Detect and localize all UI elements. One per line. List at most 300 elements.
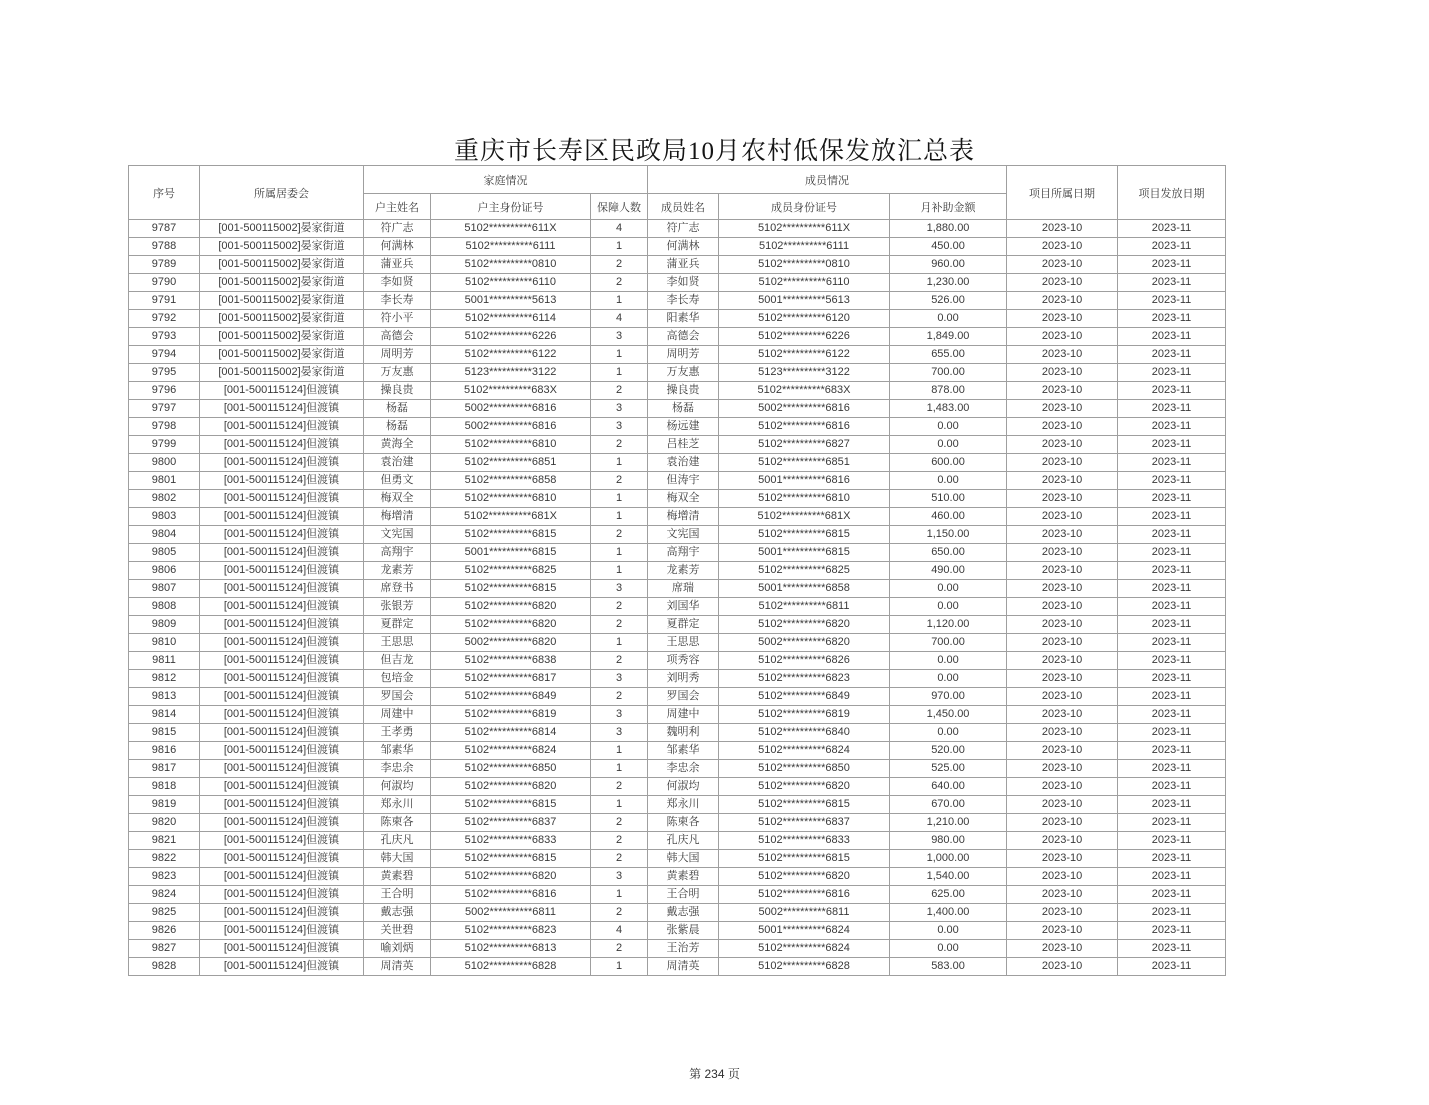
cell-head-name: 戴志强 (364, 904, 431, 922)
cell-member-name: 王思思 (648, 634, 719, 652)
cell-belong-date: 2023-10 (1007, 814, 1118, 832)
cell-head-id: 5002**********6811 (431, 904, 591, 922)
cell-no: 9821 (129, 832, 200, 850)
cell-issue-date: 2023-11 (1118, 436, 1226, 454)
cell-member-name: 韩大国 (648, 850, 719, 868)
cell-no: 9788 (129, 238, 200, 256)
table-row (129, 580, 1226, 598)
cell-member-id: 5102**********0810 (719, 256, 890, 274)
cell-member-id: 5102**********6840 (719, 724, 890, 742)
cell-amount: 0.00 (890, 472, 1007, 490)
cell-count: 2 (591, 688, 648, 706)
cell-head-name: 杨磊 (364, 400, 431, 418)
cell-head-name: 周清英 (364, 958, 431, 976)
cell-member-id: 5102**********6824 (719, 742, 890, 760)
cell-member-id: 5102**********681X (719, 508, 890, 526)
cell-committee: [001-500115124]但渡镇 (200, 940, 364, 958)
cell-amount: 490.00 (890, 562, 1007, 580)
table-row (129, 490, 1226, 508)
cell-committee: [001-500115124]但渡镇 (200, 832, 364, 850)
cell-no: 9807 (129, 580, 200, 598)
cell-head-id: 5102**********6851 (431, 454, 591, 472)
cell-member-name: 何淑均 (648, 778, 719, 796)
cell-member-id: 5102**********6811 (719, 598, 890, 616)
cell-head-id: 5102**********6226 (431, 328, 591, 346)
cell-committee: [001-500115124]但渡镇 (200, 382, 364, 400)
cell-head-id: 5102**********6814 (431, 724, 591, 742)
cell-amount: 1,540.00 (890, 868, 1007, 886)
cell-committee: [001-500115124]但渡镇 (200, 796, 364, 814)
cell-member-id: 5102**********6825 (719, 562, 890, 580)
cell-member-id: 5102**********6110 (719, 274, 890, 292)
cell-head-name: 文宪国 (364, 526, 431, 544)
table-row (129, 616, 1226, 634)
cell-belong-date: 2023-10 (1007, 904, 1118, 922)
cell-member-id: 5001**********6858 (719, 580, 890, 598)
cell-head-name: 包培金 (364, 670, 431, 688)
table-row (129, 562, 1226, 580)
cell-committee: [001-500115124]但渡镇 (200, 544, 364, 562)
cell-count: 2 (591, 274, 648, 292)
cell-belong-date: 2023-10 (1007, 634, 1118, 652)
cell-head-id: 5102**********6838 (431, 652, 591, 670)
cell-committee: [001-500115124]但渡镇 (200, 850, 364, 868)
cell-committee: [001-500115124]但渡镇 (200, 760, 364, 778)
table-row (129, 634, 1226, 652)
cell-belong-date: 2023-10 (1007, 418, 1118, 436)
cell-member-name: 孔庆凡 (648, 832, 719, 850)
cell-no: 9818 (129, 778, 200, 796)
cell-member-name: 蒲亚兵 (648, 256, 719, 274)
cell-issue-date: 2023-11 (1118, 364, 1226, 382)
cell-head-id: 5102**********6111 (431, 238, 591, 256)
cell-committee: [001-500115124]但渡镇 (200, 814, 364, 832)
cell-count: 1 (591, 544, 648, 562)
cell-committee: [001-500115124]但渡镇 (200, 562, 364, 580)
table-row (129, 274, 1226, 292)
cell-member-id: 5102**********6111 (719, 238, 890, 256)
cell-count: 2 (591, 472, 648, 490)
cell-no: 9825 (129, 904, 200, 922)
cell-head-name: 符广志 (364, 220, 431, 238)
cell-issue-date: 2023-11 (1118, 616, 1226, 634)
cell-belong-date: 2023-10 (1007, 508, 1118, 526)
table-row (129, 346, 1226, 364)
cell-amount: 700.00 (890, 364, 1007, 382)
cell-issue-date: 2023-11 (1118, 886, 1226, 904)
cell-no: 9805 (129, 544, 200, 562)
col-header-issue-date: 项目发放日期 (1118, 166, 1226, 220)
cell-count: 1 (591, 634, 648, 652)
cell-amount: 600.00 (890, 454, 1007, 472)
cell-head-id: 5001**********5613 (431, 292, 591, 310)
table-row (129, 364, 1226, 382)
cell-no: 9811 (129, 652, 200, 670)
cell-head-id: 5102**********6122 (431, 346, 591, 364)
cell-member-name: 龙素芳 (648, 562, 719, 580)
cell-issue-date: 2023-11 (1118, 400, 1226, 418)
cell-member-id: 5002**********6811 (719, 904, 890, 922)
table-row (129, 382, 1226, 400)
cell-amount: 450.00 (890, 238, 1007, 256)
cell-amount: 526.00 (890, 292, 1007, 310)
cell-issue-date: 2023-11 (1118, 706, 1226, 724)
cell-no: 9806 (129, 562, 200, 580)
cell-committee: [001-500115124]但渡镇 (200, 472, 364, 490)
table-row (129, 814, 1226, 832)
cell-issue-date: 2023-11 (1118, 454, 1226, 472)
cell-belong-date: 2023-10 (1007, 472, 1118, 490)
cell-member-id: 5102**********683X (719, 382, 890, 400)
cell-belong-date: 2023-10 (1007, 310, 1118, 328)
cell-head-name: 何淑均 (364, 778, 431, 796)
cell-no: 9820 (129, 814, 200, 832)
cell-committee: [001-500115002]晏家街道 (200, 364, 364, 382)
cell-member-id: 5102**********6816 (719, 886, 890, 904)
cell-count: 2 (591, 832, 648, 850)
cell-member-id: 5102**********6849 (719, 688, 890, 706)
cell-belong-date: 2023-10 (1007, 238, 1118, 256)
cell-issue-date: 2023-11 (1118, 814, 1226, 832)
cell-member-id: 5102**********6827 (719, 436, 890, 454)
table-row (129, 958, 1226, 976)
cell-belong-date: 2023-10 (1007, 832, 1118, 850)
cell-belong-date: 2023-10 (1007, 562, 1118, 580)
cell-belong-date: 2023-10 (1007, 256, 1118, 274)
cell-belong-date: 2023-10 (1007, 850, 1118, 868)
cell-head-name: 张银芳 (364, 598, 431, 616)
cell-committee: [001-500115124]但渡镇 (200, 508, 364, 526)
cell-member-name: 何满林 (648, 238, 719, 256)
table-row (129, 418, 1226, 436)
cell-committee: [001-500115124]但渡镇 (200, 778, 364, 796)
cell-committee: [001-500115124]但渡镇 (200, 634, 364, 652)
cell-belong-date: 2023-10 (1007, 652, 1118, 670)
cell-member-name: 项秀容 (648, 652, 719, 670)
cell-committee: [001-500115124]但渡镇 (200, 598, 364, 616)
cell-no: 9814 (129, 706, 200, 724)
cell-head-id: 5102**********6823 (431, 922, 591, 940)
cell-amount: 1,483.00 (890, 400, 1007, 418)
cell-member-name: 周清英 (648, 958, 719, 976)
page-title: 重庆市长寿区民政局10月农村低保发放汇总表 (453, 138, 975, 165)
cell-head-id: 5102**********6828 (431, 958, 591, 976)
cell-issue-date: 2023-11 (1118, 328, 1226, 346)
cell-belong-date: 2023-10 (1007, 616, 1118, 634)
cell-amount: 525.00 (890, 760, 1007, 778)
cell-head-name: 李长寿 (364, 292, 431, 310)
cell-member-name: 袁治建 (648, 454, 719, 472)
cell-count: 2 (591, 436, 648, 454)
cell-committee: [001-500115124]但渡镇 (200, 688, 364, 706)
cell-member-id: 5102**********6851 (719, 454, 890, 472)
cell-member-id: 5001**********6815 (719, 544, 890, 562)
cell-member-name: 高翔宇 (648, 544, 719, 562)
cell-head-id: 5102**********6817 (431, 670, 591, 688)
cell-issue-date: 2023-11 (1118, 274, 1226, 292)
table-row (129, 940, 1226, 958)
cell-member-name: 夏群定 (648, 616, 719, 634)
cell-amount: 1,000.00 (890, 850, 1007, 868)
table-row (129, 670, 1226, 688)
cell-head-name: 袁治建 (364, 454, 431, 472)
cell-member-id: 5102**********6120 (719, 310, 890, 328)
cell-belong-date: 2023-10 (1007, 580, 1118, 598)
cell-committee: [001-500115002]晏家街道 (200, 328, 364, 346)
cell-no: 9815 (129, 724, 200, 742)
table-row (129, 256, 1226, 274)
cell-head-name: 蒲亚兵 (364, 256, 431, 274)
cell-issue-date: 2023-11 (1118, 490, 1226, 508)
cell-head-name: 郑永川 (364, 796, 431, 814)
cell-head-name: 但吉龙 (364, 652, 431, 670)
table-row (129, 742, 1226, 760)
table-row (129, 886, 1226, 904)
cell-member-id: 5102**********6850 (719, 760, 890, 778)
cell-count: 1 (591, 562, 648, 580)
cell-no: 9790 (129, 274, 200, 292)
cell-count: 2 (591, 778, 648, 796)
cell-issue-date: 2023-11 (1118, 634, 1226, 652)
cell-member-name: 操良贵 (648, 382, 719, 400)
cell-member-id: 5102**********6816 (719, 418, 890, 436)
cell-no: 9804 (129, 526, 200, 544)
cell-member-id: 5102**********6815 (719, 850, 890, 868)
cell-member-name: 杨远建 (648, 418, 719, 436)
cell-head-id: 5102**********6815 (431, 526, 591, 544)
cell-amount: 700.00 (890, 634, 1007, 652)
cell-head-name: 关世碧 (364, 922, 431, 940)
cell-amount: 625.00 (890, 886, 1007, 904)
cell-belong-date: 2023-10 (1007, 886, 1118, 904)
cell-amount: 1,150.00 (890, 526, 1007, 544)
cell-count: 2 (591, 598, 648, 616)
cell-count: 2 (591, 814, 648, 832)
cell-belong-date: 2023-10 (1007, 706, 1118, 724)
cell-member-id: 5001**********5613 (719, 292, 890, 310)
cell-no: 9794 (129, 346, 200, 364)
cell-head-name: 但勇文 (364, 472, 431, 490)
cell-committee: [001-500115124]但渡镇 (200, 922, 364, 940)
cell-no: 9826 (129, 922, 200, 940)
cell-count: 3 (591, 580, 648, 598)
cell-count: 3 (591, 670, 648, 688)
cell-amount: 1,400.00 (890, 904, 1007, 922)
cell-count: 1 (591, 346, 648, 364)
table-row (129, 508, 1226, 526)
cell-issue-date: 2023-11 (1118, 562, 1226, 580)
cell-issue-date: 2023-11 (1118, 832, 1226, 850)
cell-member-id: 5102**********6828 (719, 958, 890, 976)
cell-committee: [001-500115124]但渡镇 (200, 868, 364, 886)
table-row (129, 310, 1226, 328)
cell-head-id: 5102**********6815 (431, 796, 591, 814)
cell-amount: 460.00 (890, 508, 1007, 526)
cell-amount: 1,230.00 (890, 274, 1007, 292)
cell-no: 9822 (129, 850, 200, 868)
cell-count: 2 (591, 616, 648, 634)
cell-head-id: 5102**********6110 (431, 274, 591, 292)
cell-member-id: 5102**********6837 (719, 814, 890, 832)
cell-no: 9789 (129, 256, 200, 274)
cell-amount: 960.00 (890, 256, 1007, 274)
cell-committee: [001-500115124]但渡镇 (200, 490, 364, 508)
col-header-committee: 所属居委会 (200, 166, 364, 220)
table-row (129, 238, 1226, 256)
cell-member-name: 周建中 (648, 706, 719, 724)
cell-amount: 510.00 (890, 490, 1007, 508)
cell-amount: 0.00 (890, 310, 1007, 328)
cell-count: 3 (591, 328, 648, 346)
cell-belong-date: 2023-10 (1007, 274, 1118, 292)
table-row (129, 652, 1226, 670)
cell-member-name: 魏明利 (648, 724, 719, 742)
cell-member-name: 李忠余 (648, 760, 719, 778)
cell-member-name: 符广志 (648, 220, 719, 238)
cell-member-name: 刘国华 (648, 598, 719, 616)
col-group-member: 成员情况 (648, 166, 1007, 194)
cell-no: 9816 (129, 742, 200, 760)
col-header-amount: 月补助金额 (890, 194, 1007, 220)
table-row (129, 922, 1226, 940)
cell-committee: [001-500115124]但渡镇 (200, 670, 364, 688)
cell-member-name: 王治芳 (648, 940, 719, 958)
cell-member-name: 刘明秀 (648, 670, 719, 688)
cell-member-id: 5102**********6820 (719, 778, 890, 796)
cell-member-name: 梅增清 (648, 508, 719, 526)
cell-head-id: 5102**********6114 (431, 310, 591, 328)
cell-head-name: 梅增清 (364, 508, 431, 526)
cell-belong-date: 2023-10 (1007, 490, 1118, 508)
cell-belong-date: 2023-10 (1007, 526, 1118, 544)
cell-head-name: 操良贵 (364, 382, 431, 400)
cell-head-id: 5102**********6825 (431, 562, 591, 580)
table-row (129, 850, 1226, 868)
table-row (129, 400, 1226, 418)
cell-belong-date: 2023-10 (1007, 670, 1118, 688)
cell-head-name: 周明芳 (364, 346, 431, 364)
cell-amount: 0.00 (890, 670, 1007, 688)
cell-belong-date: 2023-10 (1007, 220, 1118, 238)
cell-head-id: 5102**********6815 (431, 850, 591, 868)
cell-belong-date: 2023-10 (1007, 760, 1118, 778)
cell-head-id: 5102**********683X (431, 382, 591, 400)
cell-member-name: 席瑞 (648, 580, 719, 598)
table-row (129, 832, 1226, 850)
cell-member-id: 5102**********6823 (719, 670, 890, 688)
cell-belong-date: 2023-10 (1007, 958, 1118, 976)
cell-head-name: 高翔宇 (364, 544, 431, 562)
cell-belong-date: 2023-10 (1007, 922, 1118, 940)
cell-head-name: 何满林 (364, 238, 431, 256)
cell-committee: [001-500115002]晏家街道 (200, 346, 364, 364)
cell-head-name: 李如贤 (364, 274, 431, 292)
cell-count: 3 (591, 868, 648, 886)
cell-issue-date: 2023-11 (1118, 598, 1226, 616)
cell-head-id: 5102**********681X (431, 508, 591, 526)
cell-issue-date: 2023-11 (1118, 958, 1226, 976)
cell-committee: [001-500115124]但渡镇 (200, 706, 364, 724)
cell-committee: [001-500115002]晏家街道 (200, 292, 364, 310)
cell-amount: 878.00 (890, 382, 1007, 400)
cell-amount: 1,450.00 (890, 706, 1007, 724)
cell-no: 9791 (129, 292, 200, 310)
cell-count: 2 (591, 904, 648, 922)
cell-no: 9819 (129, 796, 200, 814)
cell-head-id: 5102**********6810 (431, 490, 591, 508)
cell-member-name: 邹素华 (648, 742, 719, 760)
cell-no: 9796 (129, 382, 200, 400)
cell-count: 2 (591, 940, 648, 958)
cell-issue-date: 2023-11 (1118, 526, 1226, 544)
cell-head-id: 5001**********6815 (431, 544, 591, 562)
cell-issue-date: 2023-11 (1118, 940, 1226, 958)
cell-count: 2 (591, 652, 648, 670)
cell-head-name: 喻刘炳 (364, 940, 431, 958)
cell-no: 9797 (129, 400, 200, 418)
cell-head-name: 王合明 (364, 886, 431, 904)
cell-issue-date: 2023-11 (1118, 292, 1226, 310)
cell-head-name: 罗国会 (364, 688, 431, 706)
cell-no: 9792 (129, 310, 200, 328)
cell-belong-date: 2023-10 (1007, 940, 1118, 958)
cell-issue-date: 2023-11 (1118, 310, 1226, 328)
cell-head-name: 周建中 (364, 706, 431, 724)
cell-member-id: 5001**********6824 (719, 922, 890, 940)
cell-head-id: 5102**********6837 (431, 814, 591, 832)
cell-count: 2 (591, 526, 648, 544)
table-row (129, 796, 1226, 814)
cell-head-id: 5102**********0810 (431, 256, 591, 274)
cell-committee: [001-500115124]但渡镇 (200, 742, 364, 760)
cell-head-id: 5102**********6858 (431, 472, 591, 490)
col-header-no: 序号 (129, 166, 200, 220)
cell-head-id: 5102**********6820 (431, 778, 591, 796)
cell-member-id: 5102**********611X (719, 220, 890, 238)
cell-head-id: 5002**********6816 (431, 400, 591, 418)
cell-head-name: 黄素碧 (364, 868, 431, 886)
cell-issue-date: 2023-11 (1118, 652, 1226, 670)
cell-count: 3 (591, 400, 648, 418)
cell-no: 9810 (129, 634, 200, 652)
cell-amount: 0.00 (890, 418, 1007, 436)
cell-head-id: 5102**********6816 (431, 886, 591, 904)
cell-issue-date: 2023-11 (1118, 256, 1226, 274)
cell-committee: [001-500115124]但渡镇 (200, 526, 364, 544)
col-header-head-id: 户主身份证号 (431, 194, 591, 220)
cell-belong-date: 2023-10 (1007, 346, 1118, 364)
cell-issue-date: 2023-11 (1118, 220, 1226, 238)
cell-head-id: 5102**********6819 (431, 706, 591, 724)
cell-amount: 655.00 (890, 346, 1007, 364)
cell-head-id: 5102**********6833 (431, 832, 591, 850)
cell-head-id: 5102**********6820 (431, 868, 591, 886)
cell-member-id: 5002**********6816 (719, 400, 890, 418)
cell-issue-date: 2023-11 (1118, 418, 1226, 436)
cell-count: 1 (591, 490, 648, 508)
cell-amount: 970.00 (890, 688, 1007, 706)
cell-head-name: 孔庆凡 (364, 832, 431, 850)
table-row (129, 760, 1226, 778)
cell-no: 9817 (129, 760, 200, 778)
cell-head-name: 王思思 (364, 634, 431, 652)
cell-committee: [001-500115124]但渡镇 (200, 652, 364, 670)
cell-issue-date: 2023-11 (1118, 778, 1226, 796)
cell-committee: [001-500115124]但渡镇 (200, 886, 364, 904)
cell-amount: 980.00 (890, 832, 1007, 850)
cell-issue-date: 2023-11 (1118, 868, 1226, 886)
cell-issue-date: 2023-11 (1118, 760, 1226, 778)
